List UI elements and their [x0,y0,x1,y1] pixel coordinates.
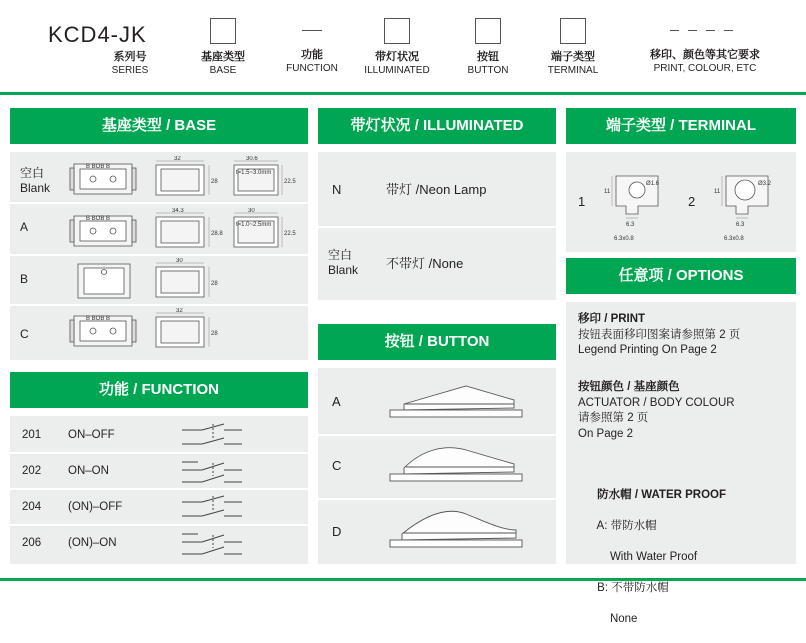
header-col-button-cn: 按钮 [477,51,499,63]
function-section-title: 功能 / FUNCTION [10,372,308,408]
svg-text:t=1.0~2.5mm: t=1.0~2.5mm [236,222,272,228]
function-row-divider [10,452,308,454]
function-schematic-204 [180,494,260,524]
svg-text:28: 28 [211,179,218,185]
function-schematic-206 [180,530,260,560]
base-row-code [20,166,50,196]
options-block-colour [578,380,735,442]
base-row-code [20,220,28,235]
terminal-row-code: 2 [688,194,696,209]
function-row-code: 204 [22,501,42,513]
options-waterproof-heading: 防水帽 / WATER PROOF [597,488,727,501]
function-dash-icon [300,18,324,42]
base-box-icon [210,18,236,44]
header-col-function-en: FUNCTION [286,63,338,74]
svg-text:30: 30 [176,258,183,264]
svg-text:6.3: 6.3 [736,222,745,228]
svg-text:30.6: 30.6 [246,156,258,162]
illuminated-row-code-cn: 空白 [328,248,353,262]
terminal-box-icon [560,18,586,44]
header-col-illuminated-en: ILLUMINATED [364,65,430,76]
function-row-name: (ON)–ON [68,537,117,549]
button-row-code: D [332,524,342,539]
svg-text:Ø1.6: Ø1.6 [646,181,660,187]
header-col-series [90,18,170,77]
header-col-illuminated-cn: 带灯状况 [375,51,419,63]
base-row-code-en: Blank [20,181,51,195]
function-row-name: ON–OFF [68,429,115,441]
header-col-base-cn: 基座类型 [201,51,245,63]
options-waterproof-line: B: 不带防水帽 [597,581,669,594]
function-row-code: 201 [22,429,42,441]
options-colour-line: On Page 2 [578,427,633,440]
svg-text:B BOB B: B BOB B [86,164,111,170]
terminal-section-body [566,152,796,252]
button-drawing-c [374,440,534,492]
function-row-divider [10,488,308,490]
button-drawing-a [374,378,534,428]
button-row-divider [318,498,556,500]
illuminated-row-desc: 不带灯 /None [386,256,464,271]
svg-text:34.3: 34.3 [172,208,184,214]
svg-text:28.8: 28.8 [211,231,223,237]
terminal-drawing-1 [600,160,678,244]
header-col-function-cn: 功能 [301,49,323,61]
options-colour-line: ACTUATOR / BODY COLOUR [578,396,735,409]
header-col-print-cn: 移印、颜色等其它要求 [650,49,760,61]
dim-w: 32 [174,156,181,162]
button-section-body [318,368,556,564]
base-row-code [20,327,29,342]
options-colour-line: 请参照第 2 页 [578,412,649,424]
svg-text:6.3x0.8: 6.3x0.8 [724,236,744,242]
svg-text:B BOB B: B BOB B [86,216,111,222]
function-schematic-201 [180,422,260,452]
header-col-button [449,18,527,77]
header-col-illuminated [356,18,438,77]
function-schematic-202 [180,458,260,488]
header-col-button-en: BUTTON [467,65,509,76]
illuminated-section-title: 带灯状况 / ILLUMINATED [318,108,556,144]
base-section-title: 基座类型 / BASE [10,108,308,144]
header-col-print-en: PRINT, COLOUR, ETC [653,63,757,74]
button-row-code: A [332,394,341,409]
illuminated-row-divider [318,226,556,228]
svg-text:30: 30 [248,208,255,214]
function-row-name: ON–ON [68,465,109,477]
svg-text:11: 11 [714,189,721,195]
header-col-base-en: BASE [209,65,237,76]
illuminated-row-desc: 带灯 /Neon Lamp [386,182,487,197]
button-row-divider [318,434,556,436]
base-row-code-cn: C [20,327,29,341]
options-waterproof-line: A: 带防水帽 [596,519,657,532]
button-row-code: C [332,458,342,473]
svg-text:22.5: 22.5 [284,231,296,237]
button-drawing-d [374,504,534,558]
options-section-title: 任意项 / OPTIONS [566,258,796,294]
function-row-name: (ON)–OFF [68,501,123,513]
options-waterproof-line: None [597,612,638,625]
terminal-section-title: 端子类型 / TERMINAL [566,108,796,144]
options-print-line: 按钮表面移印图案请参照第 2 页 [578,328,741,341]
base-row-code [20,272,28,287]
options-section-body [566,302,796,625]
illuminated-row-code: N [332,182,342,197]
function-row-code: 206 [22,537,42,549]
options-block-print [578,312,740,359]
base-section-body [10,152,308,360]
header-col-terminal-en: TERMINAL [547,65,599,76]
button-box-icon [475,18,501,44]
illuminated-section-body [318,152,556,300]
svg-text:22.5: 22.5 [284,179,296,185]
base-drawing-row4 [68,308,298,356]
svg-text:11: 11 [604,189,611,195]
function-section-body [10,416,308,564]
header-divider [0,92,806,95]
base-row-code-cn: B [20,272,29,286]
base-row-code-cn: A [20,220,29,234]
options-print-line: Legend Printing On Page 2 [578,344,717,356]
header-col-print [625,18,785,75]
options-print-heading: 移印 / PRINT [578,313,646,325]
illuminated-box-icon [384,18,410,44]
options-waterproof-line: With Water Proof [597,550,698,563]
svg-text:28: 28 [211,281,218,287]
base-drawing-row3 [68,258,298,306]
svg-text:6.3: 6.3 [626,222,635,228]
svg-text:28: 28 [211,331,218,337]
base-drawing-row2 [68,208,298,256]
page-title: KCD4-JK [48,22,147,47]
button-section-title: 按钮 / BUTTON [318,324,556,360]
illuminated-row-code [328,248,358,278]
header-col-function [272,18,352,75]
base-row-code-cn: 空白 [20,166,45,180]
function-row-code: 202 [22,465,42,477]
illuminated-row-code-en: Blank [328,263,359,277]
svg-text:B BOB B: B BOB B [86,316,111,322]
options-colour-heading: 按钮颜色 / 基座颜色 [578,381,680,393]
header-col-terminal-cn: 端子类型 [551,51,595,63]
header-col-terminal [533,18,613,77]
terminal-row-code: 1 [578,194,586,209]
header-col-series-en: SERIES [111,65,149,76]
header-col-base [183,18,263,77]
function-row-divider [10,524,308,526]
terminal-drawing-2 [710,160,788,244]
svg-text:Ø3.2: Ø3.2 [758,181,772,187]
options-block-waterproof [578,472,726,643]
print-dots-icon [670,18,740,42]
header [0,0,806,92]
svg-text:t=1.5~3.0mm: t=1.5~3.0mm [236,170,272,176]
svg-text:32: 32 [176,308,183,314]
base-drawing-row1 [68,156,298,204]
svg-text:6.3x0.8: 6.3x0.8 [614,236,634,242]
header-col-series-cn: 系列号 [113,51,147,63]
